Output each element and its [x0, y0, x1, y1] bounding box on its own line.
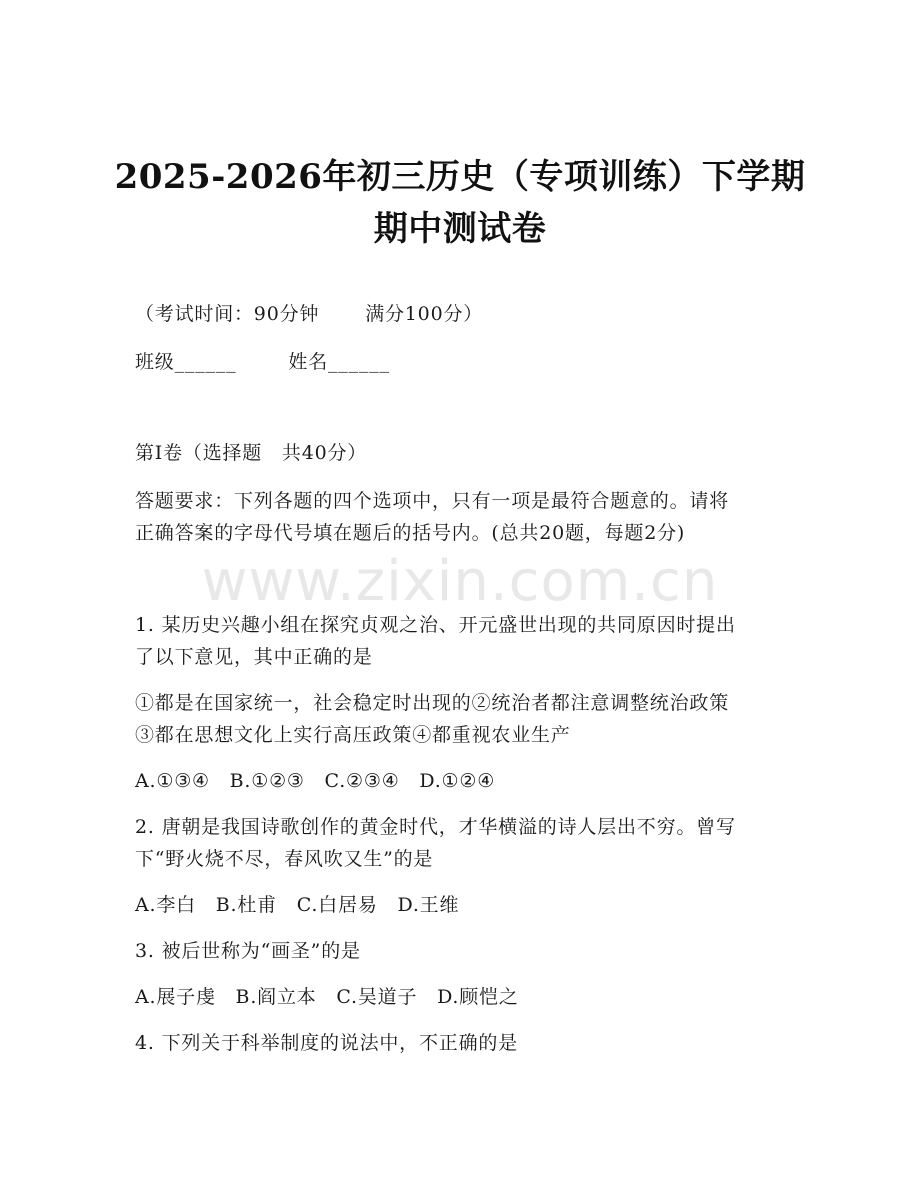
question-3-stem: 3. 被后世称为“画圣”的是 — [135, 940, 361, 962]
exam-title-line-1: 2025-2026年初三历史（专项训练）下学期 — [114, 157, 806, 197]
exam-full-score: 满分100分） — [365, 303, 484, 325]
question-2-stem-line-1: 2. 唐朝是我国诗歌创作的黄金时代，才华横溢的诗人层出不穷。曾写 — [135, 816, 736, 838]
question-1-options: A.①③④ B.①②③ C.②③④ D.①②④ — [135, 770, 496, 792]
question-1-stem-line-2: 了以下意见，其中正确的是 — [135, 646, 373, 668]
question-4-stem: 4. 下列关于科举制度的说法中，不正确的是 — [135, 1032, 518, 1054]
exam-time: （考试时间：90分钟 — [135, 303, 320, 325]
student-fields — [135, 349, 390, 375]
exam-info — [135, 301, 483, 327]
question-3-options: A.展子虔 B.阎立本 C.吴道子 D.顾恺之 — [135, 986, 519, 1008]
instructions-line-2: 正确答案的字母代号填在题后的括号内。(总共20题，每题2分) — [135, 522, 686, 544]
name-field: 姓名______ — [288, 351, 390, 373]
exam-title-line-2: 期中测试卷 — [373, 209, 547, 249]
class-field: 班级______ — [135, 351, 237, 373]
section-heading: 第Ⅰ卷（选择题 共40分） — [135, 442, 368, 464]
question-1-statements-line-1: ①都是在国家统一，社会稳定时出现的②统治者都注意调整统治政策 — [135, 692, 730, 714]
watermark: www.zixin.com.cn — [201, 549, 719, 614]
question-1-statements-line-2: ③都在思想文化上实行高压政策④都重视农业生产 — [135, 724, 571, 746]
question-2-stem-line-2: 下“野火烧不尽，春风吹又生”的是 — [135, 848, 434, 870]
question-1-stem-line-1: 1. 某历史兴趣小组在探究贞观之治、开元盛世出现的共同原因时提出 — [135, 614, 736, 636]
instructions-line-1: 答题要求：下列各题的四个选项中，只有一项是最符合题意的。请将 — [135, 490, 730, 512]
question-2-options: A.李白 B.杜甫 C.白居易 D.王维 — [135, 894, 460, 916]
